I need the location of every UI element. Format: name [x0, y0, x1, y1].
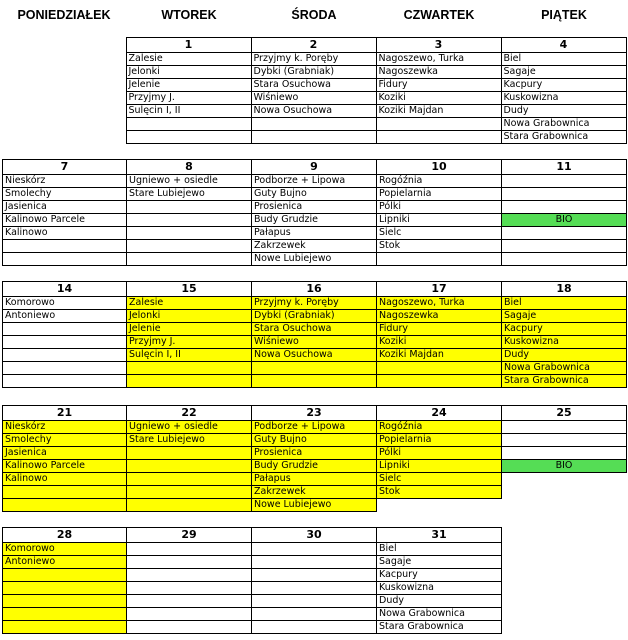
table-row	[3, 297, 627, 310]
table-row	[3, 214, 627, 227]
schedule-cell: Dybki (Grabniak)	[251, 66, 376, 79]
schedule-cell	[502, 188, 627, 201]
table-row	[3, 227, 627, 240]
schedule-cell	[502, 240, 627, 253]
schedule-cell: Nieskórz	[3, 175, 127, 188]
schedule-cell	[127, 447, 252, 460]
schedule-cell	[252, 569, 377, 582]
schedule-cell	[502, 175, 627, 188]
schedule-cell	[502, 421, 627, 434]
table-row	[3, 556, 627, 569]
table-row	[3, 434, 627, 447]
schedule-cell	[3, 253, 127, 266]
table-row	[2, 118, 626, 131]
schedule-cell: Nieskórz	[3, 421, 127, 434]
table-row	[3, 310, 627, 323]
table-row	[3, 240, 627, 253]
table-row	[3, 421, 627, 434]
day-number: 10	[377, 160, 502, 175]
schedule-cell	[2, 79, 126, 92]
schedule-cell: Koziki Majdan	[377, 349, 502, 362]
schedule-cell	[3, 569, 127, 582]
day-number: 17	[377, 282, 502, 297]
day-number-row	[3, 528, 627, 543]
schedule-cell: Kacpury	[502, 323, 627, 336]
day-number: 16	[252, 282, 377, 297]
header-poniedzialek: PONIEDZIAŁEK	[17, 8, 111, 22]
schedule-cell	[502, 201, 627, 214]
header-sroda: ŚRODA	[291, 8, 337, 22]
schedule-cell: Nagoszewka	[376, 66, 501, 79]
schedule-cell	[502, 608, 627, 621]
table-row	[2, 131, 626, 144]
schedule-cell: Popielarnia	[377, 188, 502, 201]
table-row	[3, 349, 627, 362]
week-2-table	[2, 159, 627, 266]
table-row	[3, 336, 627, 349]
day-number: 18	[502, 282, 627, 297]
header-piatek: PIĄTEK	[541, 8, 587, 22]
schedule-cell	[127, 214, 252, 227]
schedule-cell: Przyjmy J.	[126, 92, 251, 105]
schedule-cell	[127, 201, 252, 214]
day-number: 29	[127, 528, 252, 543]
table-row	[3, 582, 627, 595]
schedule-cell	[127, 543, 252, 556]
schedule-cell: Prosienica	[252, 201, 377, 214]
day-number: 23	[252, 406, 377, 421]
day-number: 14	[3, 282, 127, 297]
schedule-cell: Budy Grudzie	[252, 214, 377, 227]
schedule-cell: Nowa Osuchowa	[252, 349, 377, 362]
schedule-cell: Ugniewo + osiedle	[127, 175, 252, 188]
schedule-cell: Sulęcin I, II	[127, 349, 252, 362]
schedule-cell: Smolechy	[3, 188, 127, 201]
schedule-cell: Przyjmy k. Poręby	[252, 297, 377, 310]
schedule-cell	[3, 486, 127, 499]
schedule-cell: Stok	[377, 486, 502, 499]
schedule-cell	[127, 473, 252, 486]
schedule-cell: Dudy	[501, 105, 626, 118]
day-number: 2	[251, 38, 376, 53]
schedule-cell	[502, 499, 627, 512]
day-number: 15	[127, 282, 252, 297]
schedule-cell	[3, 323, 127, 336]
week-1-table	[2, 37, 627, 144]
table-row	[2, 66, 626, 79]
schedule-cell: Przyjmy k. Poręby	[251, 53, 376, 66]
schedule-cell	[502, 543, 627, 556]
schedule-cell: Stara Osuchowa	[251, 79, 376, 92]
schedule-cell: Jasienica	[3, 447, 127, 460]
schedule-cell: Stare Lubiejewo	[127, 188, 252, 201]
schedule-cell	[377, 375, 502, 388]
schedule-cell: Stara Grabownica	[502, 375, 627, 388]
schedule-cell: Lipniki	[377, 460, 502, 473]
schedule-cell: Przyjmy J.	[127, 336, 252, 349]
table-row	[3, 595, 627, 608]
schedule-cell: Kacpury	[501, 79, 626, 92]
schedule-cell: Stare Lubiejewo	[127, 434, 252, 447]
schedule-cell: Wiśniewo	[252, 336, 377, 349]
day-number	[2, 38, 126, 53]
schedule-cell: Sielc	[377, 227, 502, 240]
bio-cell: BIO	[502, 214, 627, 227]
schedule-cell: Biel	[502, 297, 627, 310]
table-row	[3, 447, 627, 460]
schedule-cell: Podborze + Lipowa	[252, 175, 377, 188]
schedule-cell: Jelenie	[127, 323, 252, 336]
table-row	[3, 621, 627, 634]
schedule-cell: Stok	[377, 240, 502, 253]
schedule-cell	[3, 349, 127, 362]
schedule-cell	[502, 253, 627, 266]
schedule-cell	[377, 362, 502, 375]
schedule-cell: Fidury	[376, 79, 501, 92]
table-row	[3, 543, 627, 556]
schedule-cell: Lipniki	[377, 214, 502, 227]
bio-cell: BIO	[502, 460, 627, 473]
schedule-cell	[3, 621, 127, 634]
schedule-cell	[2, 131, 126, 144]
table-row	[3, 375, 627, 388]
schedule-cell	[251, 118, 376, 131]
schedule-cell	[502, 582, 627, 595]
schedule-cell: Sagaje	[502, 310, 627, 323]
table-row	[3, 323, 627, 336]
day-number: 22	[127, 406, 252, 421]
schedule-cell	[502, 434, 627, 447]
schedule-cell: Nowa Osuchowa	[251, 105, 376, 118]
schedule-cell	[3, 240, 127, 253]
schedule-cell: Nagoszewo, Turka	[377, 297, 502, 310]
schedule-cell: Koziki	[377, 336, 502, 349]
schedule-cell: Guty Bujno	[252, 434, 377, 447]
table-row	[3, 473, 627, 486]
schedule-cell	[502, 595, 627, 608]
schedule-cell	[502, 227, 627, 240]
day-number	[502, 528, 627, 543]
schedule-cell: Dudy	[502, 349, 627, 362]
schedule-cell	[252, 582, 377, 595]
schedule-cell	[127, 460, 252, 473]
schedule-cell	[126, 118, 251, 131]
table-row	[2, 105, 626, 118]
schedule-cell: Pałapus	[252, 473, 377, 486]
schedule-cell: Jelonki	[127, 310, 252, 323]
schedule-cell: Podborze + Lipowa	[252, 421, 377, 434]
schedule-cell: Jelonki	[126, 66, 251, 79]
schedule-cell: Prosienica	[252, 447, 377, 460]
schedule-cell: Antoniewo	[3, 310, 127, 323]
schedule-cell: Zalesie	[127, 297, 252, 310]
day-number-row	[3, 406, 627, 421]
schedule-cell: Dudy	[377, 595, 502, 608]
schedule-cell: Nowa Grabownica	[377, 608, 502, 621]
schedule-cell: Kalinowo	[3, 227, 127, 240]
schedule-cell: Sulęcin I, II	[126, 105, 251, 118]
schedule-cell: Antoniewo	[3, 556, 127, 569]
schedule-cell	[502, 621, 627, 634]
schedule-cell: Kuskowizna	[377, 582, 502, 595]
day-number: 24	[377, 406, 502, 421]
table-row	[3, 486, 627, 499]
schedule-cell	[252, 375, 377, 388]
schedule-cell	[252, 362, 377, 375]
schedule-cell	[3, 582, 127, 595]
schedule-cell: Zakrzewek	[252, 240, 377, 253]
schedule-cell: Rogóźnia	[377, 175, 502, 188]
day-number: 21	[3, 406, 127, 421]
week-5-table	[2, 527, 627, 634]
schedule-cell	[3, 608, 127, 621]
schedule-cell	[127, 486, 252, 499]
table-row	[2, 79, 626, 92]
schedule-cell	[127, 608, 252, 621]
schedule-cell	[377, 253, 502, 266]
schedule-cell	[3, 595, 127, 608]
schedule-cell	[502, 569, 627, 582]
schedule-cell	[251, 131, 376, 144]
schedule-cell: Smolechy	[3, 434, 127, 447]
schedule-cell	[502, 556, 627, 569]
schedule-cell	[127, 499, 252, 512]
table-row	[3, 460, 627, 473]
schedule-cell	[127, 556, 252, 569]
day-number-row	[3, 160, 627, 175]
schedule-cell: Sielc	[377, 473, 502, 486]
table-row	[3, 499, 627, 512]
schedule-cell: Nowe Lubiejewo	[252, 253, 377, 266]
schedule-cell	[377, 499, 502, 512]
week-3-table	[2, 281, 627, 388]
schedule-cell	[127, 595, 252, 608]
day-number-row	[3, 282, 627, 297]
schedule-cell: Nowe Lubiejewo	[252, 499, 377, 512]
table-row	[3, 362, 627, 375]
schedule-cell	[502, 447, 627, 460]
schedule-cell	[2, 105, 126, 118]
schedule-cell: Fidury	[377, 323, 502, 336]
schedule-cell: Biel	[377, 543, 502, 556]
schedule-cell	[2, 53, 126, 66]
schedule-cell: Zakrzewek	[252, 486, 377, 499]
schedule-cell	[252, 621, 377, 634]
day-number-row	[2, 38, 626, 53]
header-czwartek: CZWARTEK	[403, 8, 475, 22]
schedule-cell: Stara Grabownica	[501, 131, 626, 144]
schedule-cell: Biel	[501, 53, 626, 66]
schedule-cell: Nowa Grabownica	[501, 118, 626, 131]
schedule-cell	[3, 375, 127, 388]
schedule-cell	[127, 362, 252, 375]
schedule-cell	[127, 621, 252, 634]
table-row	[3, 188, 627, 201]
schedule-cell: Kalinowo Parcele	[3, 460, 127, 473]
schedule-cell: Guty Bujno	[252, 188, 377, 201]
header-wtorek: WTOREK	[161, 8, 217, 22]
schedule-cell: Koziki	[376, 92, 501, 105]
schedule-cell: Jasienica	[3, 201, 127, 214]
table-row	[3, 253, 627, 266]
schedule-cell: Ugniewo + osiedle	[127, 421, 252, 434]
schedule-cell: Kacpury	[377, 569, 502, 582]
day-number: 30	[252, 528, 377, 543]
schedule-cell: Nagoszewka	[377, 310, 502, 323]
day-number: 1	[126, 38, 251, 53]
schedule-cell	[502, 486, 627, 499]
day-number: 9	[252, 160, 377, 175]
schedule-cell: Nagoszewo, Turka	[376, 53, 501, 66]
table-row	[3, 175, 627, 188]
schedule-cell	[127, 582, 252, 595]
schedule-cell: Pałapus	[252, 227, 377, 240]
week-4-table	[2, 405, 627, 512]
schedule-cell: Dybki (Grabniak)	[252, 310, 377, 323]
schedule-cell	[3, 362, 127, 375]
day-number: 8	[127, 160, 252, 175]
table-row	[3, 569, 627, 582]
schedule-cell	[127, 240, 252, 253]
schedule-cell	[502, 473, 627, 486]
schedule-cell	[126, 131, 251, 144]
schedule-cell: Kuskowizna	[501, 92, 626, 105]
schedule-cell: Kalinowo Parcele	[3, 214, 127, 227]
schedule-cell: Komorowo	[3, 297, 127, 310]
schedule-cell: Sagaje	[377, 556, 502, 569]
schedule-cell	[2, 92, 126, 105]
table-row	[3, 608, 627, 621]
table-row	[2, 53, 626, 66]
schedule-cell: Stara Grabownica	[377, 621, 502, 634]
day-number: 3	[376, 38, 501, 53]
day-number: 7	[3, 160, 127, 175]
schedule-cell	[127, 375, 252, 388]
schedule-cell	[376, 131, 501, 144]
schedule-cell: Sagaje	[501, 66, 626, 79]
table-row	[3, 201, 627, 214]
schedule-cell: Koziki Majdan	[376, 105, 501, 118]
day-number: 31	[377, 528, 502, 543]
schedule-cell	[127, 227, 252, 240]
schedule-cell: Kalinowo	[3, 473, 127, 486]
day-number: 4	[501, 38, 626, 53]
schedule-cell	[3, 499, 127, 512]
schedule-cell	[2, 66, 126, 79]
schedule-cell: Pólki	[377, 201, 502, 214]
schedule-cell	[127, 569, 252, 582]
schedule-cell: Zalesie	[126, 53, 251, 66]
schedule-cell: Nowa Grabownica	[502, 362, 627, 375]
schedule-cell: Budy Grudzie	[252, 460, 377, 473]
day-number: 25	[502, 406, 627, 421]
schedule-cell: Pólki	[377, 447, 502, 460]
schedule-cell: Komorowo	[3, 543, 127, 556]
schedule-cell	[376, 118, 501, 131]
table-row	[2, 92, 626, 105]
day-number: 11	[502, 160, 627, 175]
schedule-cell	[2, 118, 126, 131]
schedule-cell: Stara Osuchowa	[252, 323, 377, 336]
day-number: 28	[3, 528, 127, 543]
schedule-cell: Wiśniewo	[251, 92, 376, 105]
schedule-cell	[3, 336, 127, 349]
schedule-cell	[252, 595, 377, 608]
schedule-cell: Popielarnia	[377, 434, 502, 447]
schedule-cell	[252, 608, 377, 621]
schedule-cell	[252, 556, 377, 569]
schedule-cell: Kuskowizna	[502, 336, 627, 349]
schedule-cell	[252, 543, 377, 556]
schedule-cell	[127, 253, 252, 266]
schedule-cell: Rogóźnia	[377, 421, 502, 434]
schedule-cell: Jelenie	[126, 79, 251, 92]
